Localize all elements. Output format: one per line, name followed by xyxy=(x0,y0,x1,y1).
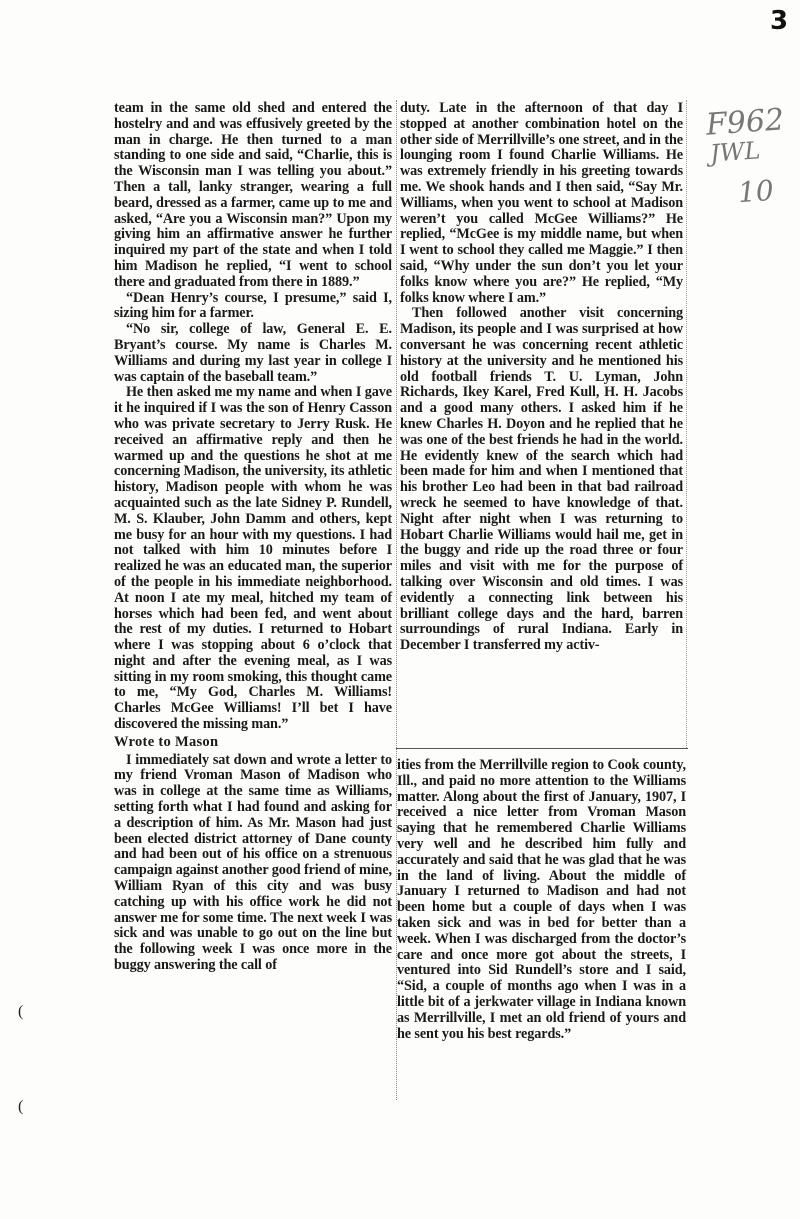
paragraph: “Dean Henry’s course, I presume,” said I, sizing him for a farmer. xyxy=(114,289,392,322)
column-rule-right xyxy=(686,100,688,748)
paragraph: I immediately sat down and wrote a letter to my friend Vroman Mason of Madison who was in college at the same time as Williams, setting forth what I had found and asking for a description of him. As Mr. Mason had just been elected district attorney of Dane county and had been out of his office on a strenuous campaign against another good friend of mine, William Ryan of this city and was busy catching up with his office work he did not answer me for some time. The next week I was sick and was unable to go out on the line but the following week I was once more in the buggy answering the call of xyxy=(114,751,392,974)
clipping-cut-line xyxy=(396,748,688,749)
paragraph: He then asked me my name and when I gave it he inquired if I was the son of Henry Casson who was private secretary to Jerry Rusk. He received an affirmative reply and then he warmed up and the questions he shot at me concerning Madison, the university, its athletic history, Madison people with whom he was acquainted such as the late Sidney P. Rundell, M. S. Klauber, John Damm and others, kept me busy for an hour with my questions. I had not talked with him 10 minutes before I realized he was an educated man, the superior of the people in his immediate neighborhood. At noon I ate my meal, hitched my team of horses which had been fed, and went about the rest of my duties. I returned to Hobart where I was stopping about 6 o’clock that night and after the evening meal, as I was sitting in my room smoking, this thought came to me, “My God, Charles M. Williams! Charles McGee Williams! I’ll bet I have discovered the missing man.” xyxy=(114,384,392,733)
paragraph: duty. Late in the afternoon of that day I stopped at another combination hotel on the other side of Merrillville’s one street, and in the lounging room I found Charlie Williams. He was extremely friendly in his greeting towards me. We shook hands and I then said, “Say Mr. Williams, when you went to school at Madison weren’t you called McGee Williams?” He replied, “McGee is my middle name, but when I went to school they called me Maggie.” I then said, “Why under the sun don’t you let your folks know where you are?” He replied, “My folks know where I am.” xyxy=(400,100,683,306)
right-column-top xyxy=(400,101,683,654)
page-number: 3 xyxy=(770,6,789,36)
paragraph: ities from the Merrillville region to Cook county, Ill., and paid no more attention to the Williams matter. Along about the first of January, 1907, I received a nice letter from Vroman Mason saying that he remembered Charlie Williams very well and he described him fully and accurately and said that he was glad that he was in the land of living. About the middle of January I returned to Madison and had not been home but a couple of days when I was taken sick and was in bed for better than a week. When I was discharged from the doctor’s care and once more got about the streets, I ventured into Sid Rundell’s store and I said, “Sid, a couple of months ago when I was in a little bit of a jerkwater village in Indiana known as Merrillville, I met an old friend of yours and he sent you his best regards.” xyxy=(397,757,686,1042)
right-column-bottom xyxy=(397,758,686,1042)
paragraph: “No sir, college of law, General E. E. Bryant’s course. My name is Charles M. Williams and during my last year in college I was captain of the baseball team.” xyxy=(114,321,392,385)
subheading: Wrote to Mason xyxy=(114,733,219,750)
margin-note-1: F962 xyxy=(704,102,786,143)
left-column xyxy=(114,101,392,974)
margin-note-2: JWL xyxy=(709,136,762,168)
paragraph: team in the same old shed and entered the hostelry and and was effusively greeted by the man in charge. He then turned to a man standing to one side and said, “Charlie, this is the Wisconsin man I was telling you about.” Then a tall, lanky stranger, wearing a full beard, dressed as a farmer, came up to me and asked, “Are you a Wisconsin man?” Upon my giving him an affirmative answer he further inquired my part of the state and when I told him Madison he replied, “I went to school there and graduated from there in 1889.” xyxy=(114,100,392,290)
paragraph: Then followed another visit concerning Madison, its people and I was surprised at how conversant he was concerning recent athletic history at the university and he mentioned his old football friends T. U. Lyman, John Richards, Ikey Karel, Fred Kull, H. H. Jacobs and a good many others. I asked him if he knew Charles H. Doyon and he replied that he was one of the best friends he had in the world. He evidently knew of the search which had been made for him and when I mentioned that his brother Leo had been in that bad railroad wreck he seemed to have knowledge of that. Night after night when I was returning to Hobart Charlie Williams would hail me, get in the buggy and ride up the road three or four miles and visit with me for the purpose of talking over Wisconsin and old times. I was evidently a connecting link between his brilliant college days and the hard, barren surroundings of rural Indiana. Early in December I transferred my activ- xyxy=(400,305,683,654)
tick-mark: ( xyxy=(18,1098,24,1115)
tick-mark: ( xyxy=(18,1003,24,1020)
margin-note-3: 10 xyxy=(736,173,775,210)
